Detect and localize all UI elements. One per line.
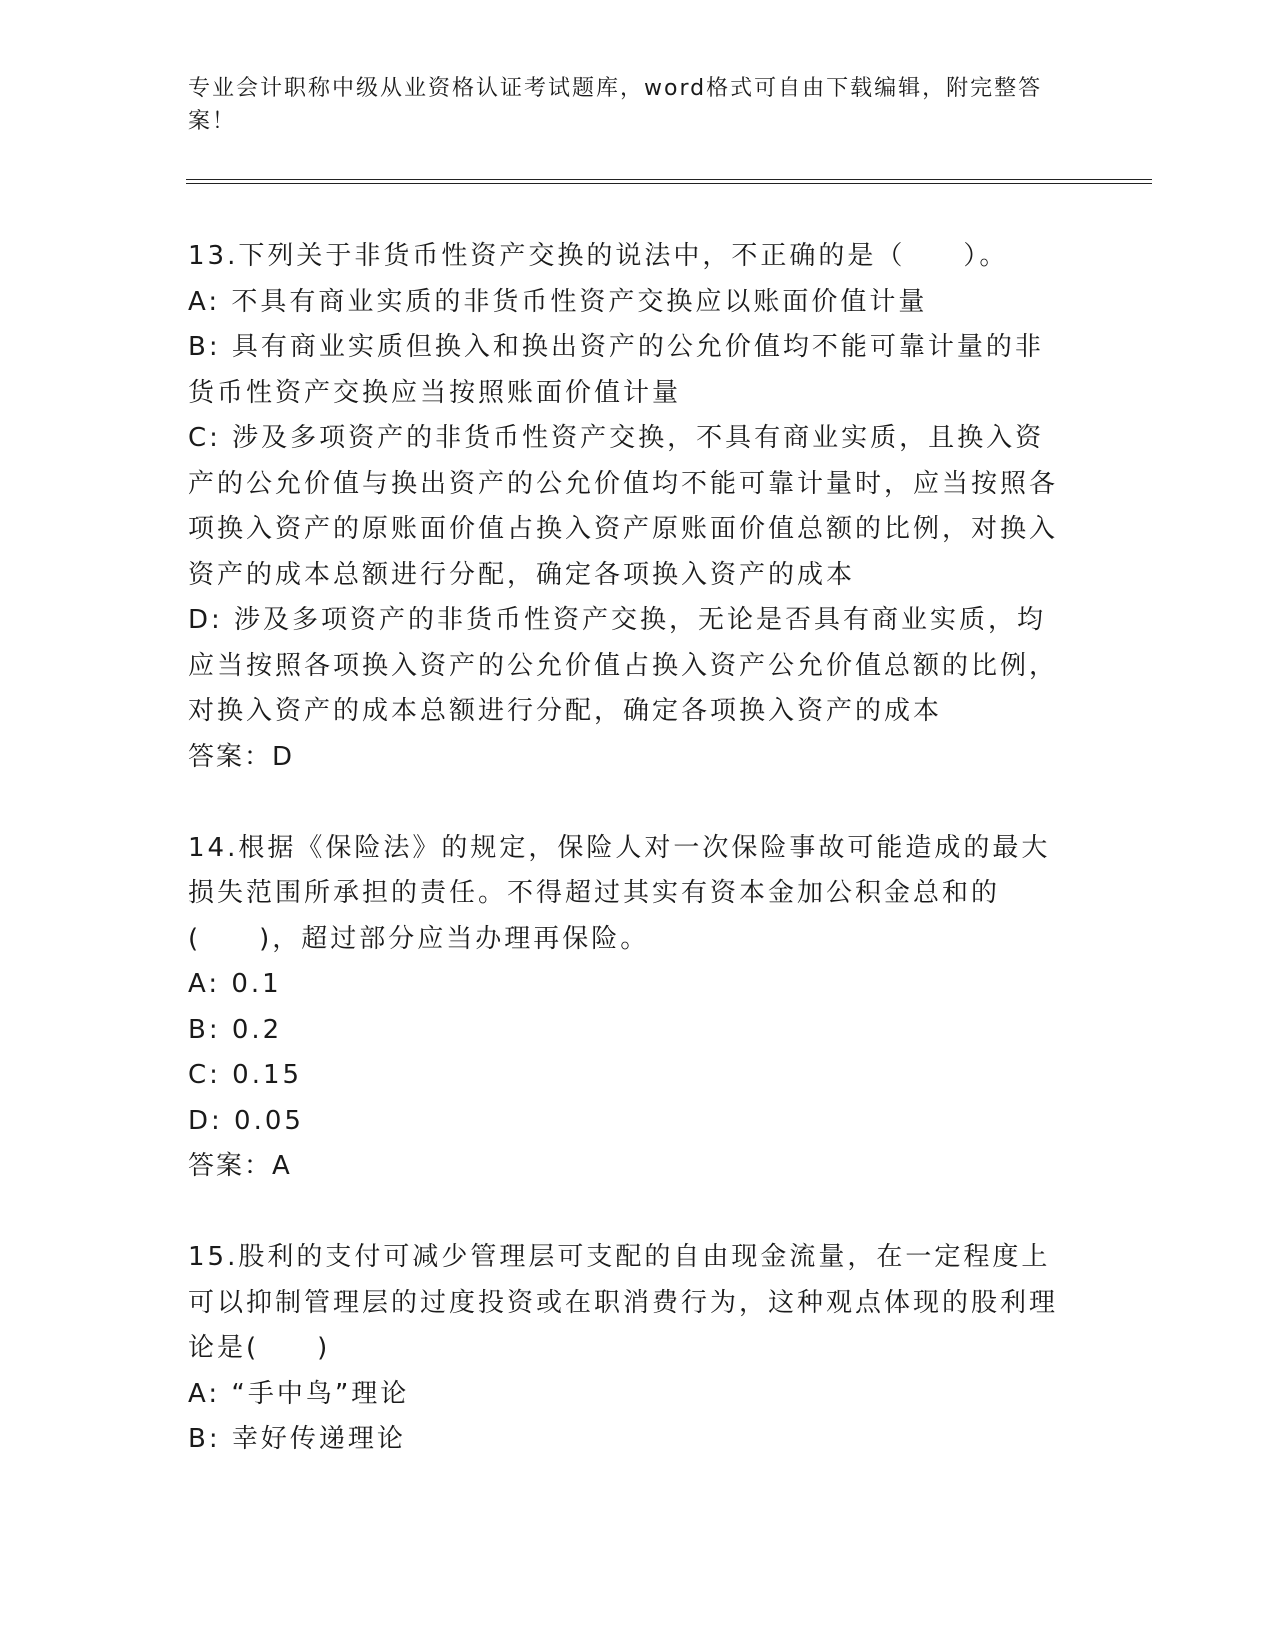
option-b: B: 具有商业实质但换入和换出资产的公允价值均不能可靠计量的非货币性资产交换应当按照账面价值计量 [188,332,1044,408]
document-header [188,72,1068,138]
option-b: B: 0.2 [188,1014,283,1045]
option-a: A: 不具有商业实质的非货币性资产交换应以账面价值计量 [188,286,928,317]
option-a: A: 0.1 [188,969,282,999]
question-stem: 13.下列关于非货币性资产交换的说法中，不正确的是（ ）。 [188,241,1009,271]
question-spacer [188,780,1068,826]
question-spacer [188,1190,1068,1236]
option-c: C: 0.15 [188,1060,303,1090]
question-stem: 14.根据《保险法》的规定，保险人对一次保险事故可能造成的最大损失范围所承担的责任。不得超过其实有资本金加公积金总和的( )，超过部分应当办理再保险。 [188,832,1051,954]
option-d: D: 涉及多项资产的非货币性资产交换，无论是否具有商业实质，均应当按照各项换入资产的公允价值占换入资产公允价值总额的比例，对换入资产的成本总额进行分配，确定各项换入资产的成本 [188,605,1059,726]
question-stem: 15.股利的支付可减少管理层可支配的自由现金流量，在一定程度上可以抑制管理层的过度投资或在职消费行为，这种观点体现的股利理论是( ) [188,1242,1059,1363]
answer: 答案：D [188,741,295,772]
header-text: 专业会计职称中级从业资格认证考试题库，word格式可自由下载编辑，附完整答案！ [188,76,1043,134]
question-15 [188,1235,1068,1463]
option-b: B: 幸好传递理论 [188,1424,406,1454]
header-rule-bottom [186,183,1152,184]
answer: 答案：A [188,1151,292,1181]
question-list [188,234,1068,1463]
question-13 [188,234,1068,780]
option-d: D: 0.05 [188,1105,304,1136]
header-rule-top [186,179,1152,180]
question-14 [188,826,1068,1190]
option-c: C: 涉及多项资产的非货币性资产交换，不具有商业实质，且换入资产的公允价值与换出资产的公允价值均不能可靠计量时，应当按照各项换入资产的原账面价值占换入资产原账面价值总额的比例，对换入资产的成本总额进行分配，确定各项换入资产的成本 [188,423,1059,590]
option-a: A: “手中鸟”理论 [188,1378,410,1409]
